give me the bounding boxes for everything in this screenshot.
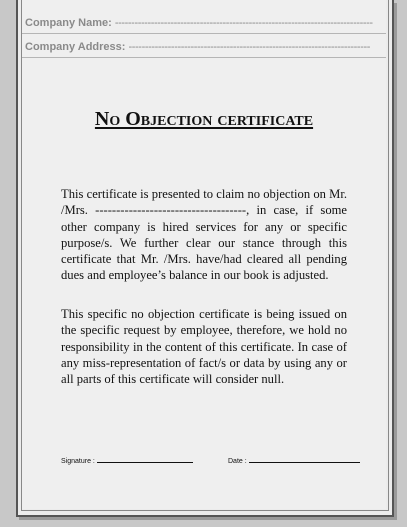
- date-blank: [249, 456, 360, 463]
- company-name-line: [25, 17, 381, 29]
- company-name-blank: -------------------------------------------------------------------------------: [114, 17, 373, 29]
- company-name-label: Company Name:: [25, 17, 112, 29]
- header-divider: [22, 33, 386, 34]
- date-line: [228, 456, 360, 465]
- certificate-page: [22, 0, 386, 509]
- signature-line: [61, 456, 193, 465]
- certificate-title: No Objection certificate: [94, 108, 314, 130]
- signature-label: Signature :: [61, 458, 95, 465]
- paragraph-2: This specific no objection certificate is being issued on the specific request by employee, therefore, we hold no responsibility in the content of this certificate. In case of any miss-representation of fact/s or data by using any or all parts of this certificate will consider null.: [61, 307, 347, 387]
- company-address-line: [25, 41, 381, 53]
- signature-blank: [97, 456, 193, 463]
- page-title: [22, 108, 386, 131]
- company-address-blank: --------------------------------------------------------------------------: [128, 41, 370, 53]
- company-address-label: Company Address:: [25, 41, 126, 53]
- header-divider: [22, 57, 386, 58]
- date-label: Date :: [228, 458, 247, 465]
- paragraph-1: This certificate is presented to claim no objection on Mr. /Mrs. ------------------------------------, in case, if some other company is hired services for any or specific purpose/s. We further clear our stance through this certificate that Mr. /Mrs. have/had cleared all pending dues and employee’s balance in our book is adjusted.: [61, 187, 347, 283]
